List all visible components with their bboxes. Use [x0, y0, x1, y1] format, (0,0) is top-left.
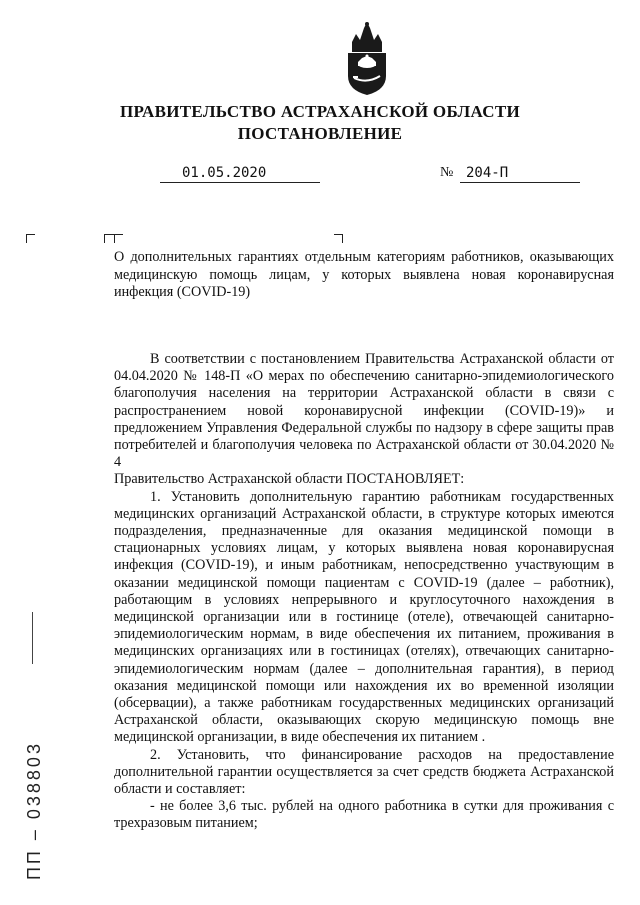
document-number: 204-П — [460, 164, 580, 183]
corner-mark — [114, 234, 123, 243]
margin-line — [32, 612, 33, 664]
item-2-subitem-1: - не более 3,6 тыс. рублей на одного работника в сутки для проживания с трехразовым питанием; — [114, 798, 614, 832]
number-label: № — [440, 165, 454, 180]
item-2-paragraph: 2. Установить, что финансирование расходов на предоставление дополнительной гарантии осуществляется за счет средств бюджета Астраханской области и составляет: — [114, 746, 614, 798]
document-date: 01.05.2020 — [160, 164, 320, 183]
document-type-title: ПОСТАНОВЛЕНИЕ — [237, 124, 403, 143]
item-1-paragraph: 1. Установить дополнительную гарантию работникам государственных медицинских организаций Астраханской области, в структуре которых имеются подразделения, предназначенные для оказания медицинской помощи в стационарных условиях лицам, у которых выявлена новая коронавирусная инфекция (COVID-19), и иным работникам, непосредственно участвующим в оказании медицинской помощи пациентам с COVID-19 (далее – работник), работающим в условиях непрерывного и круглосуточного нахождения в медицинской организации или в гостинице (отеле), отвечающей санитарно-эпидемиологическим нормам, в виде обеспечения их питанием, проживания в медицинских организациях или в гостиницах (отелях), отвечающих санитарно-эпидемиологическим нормам (далее – дополнительная гарантия), в период оказания медицинской помощи или нахождения их во временной изоляции (обсервации), а также работникам государственных медицинских организаций Астраханской области, оказывающих скорую медицинскую помощь вне медицинской организации, в виде обеспечения их питанием . — [114, 488, 614, 746]
document-body — [114, 351, 614, 833]
preamble-paragraph: В соответствии с постановлением Правительства Астраханской области от 04.04.2020 № 148-П «О мерах по обеспечению санитарно-эпидемиологического благополучия населения на территории Астраханской области в связи с распространением новой коронавирусной инфекции (COVID-19)» и предложением Управления Федеральной службы по надзору в сфере защиты прав потребителей и благополучия человека по Астраханской области от 30.04.2020 № 4 — [114, 351, 614, 471]
document-subject: О дополнительных гарантиях отдельным категориям работников, оказывающих медицинскую помощь лицам, у которых выявлена новая коронавирусная инфекция (COVID-19) — [114, 249, 614, 300]
government-title: ПРАВИТЕЛЬСТВО АСТРАХАНСКОЙ ОБЛАСТИ — [120, 102, 520, 121]
corner-mark — [334, 234, 343, 243]
coat-of-arms-icon — [342, 20, 392, 96]
side-serial-code: ПП – 038803 — [24, 741, 44, 880]
corner-mark — [26, 234, 35, 243]
resolves-line: Правительство Астраханской области ПОСТАНОВЛЯЕТ: — [114, 471, 465, 488]
